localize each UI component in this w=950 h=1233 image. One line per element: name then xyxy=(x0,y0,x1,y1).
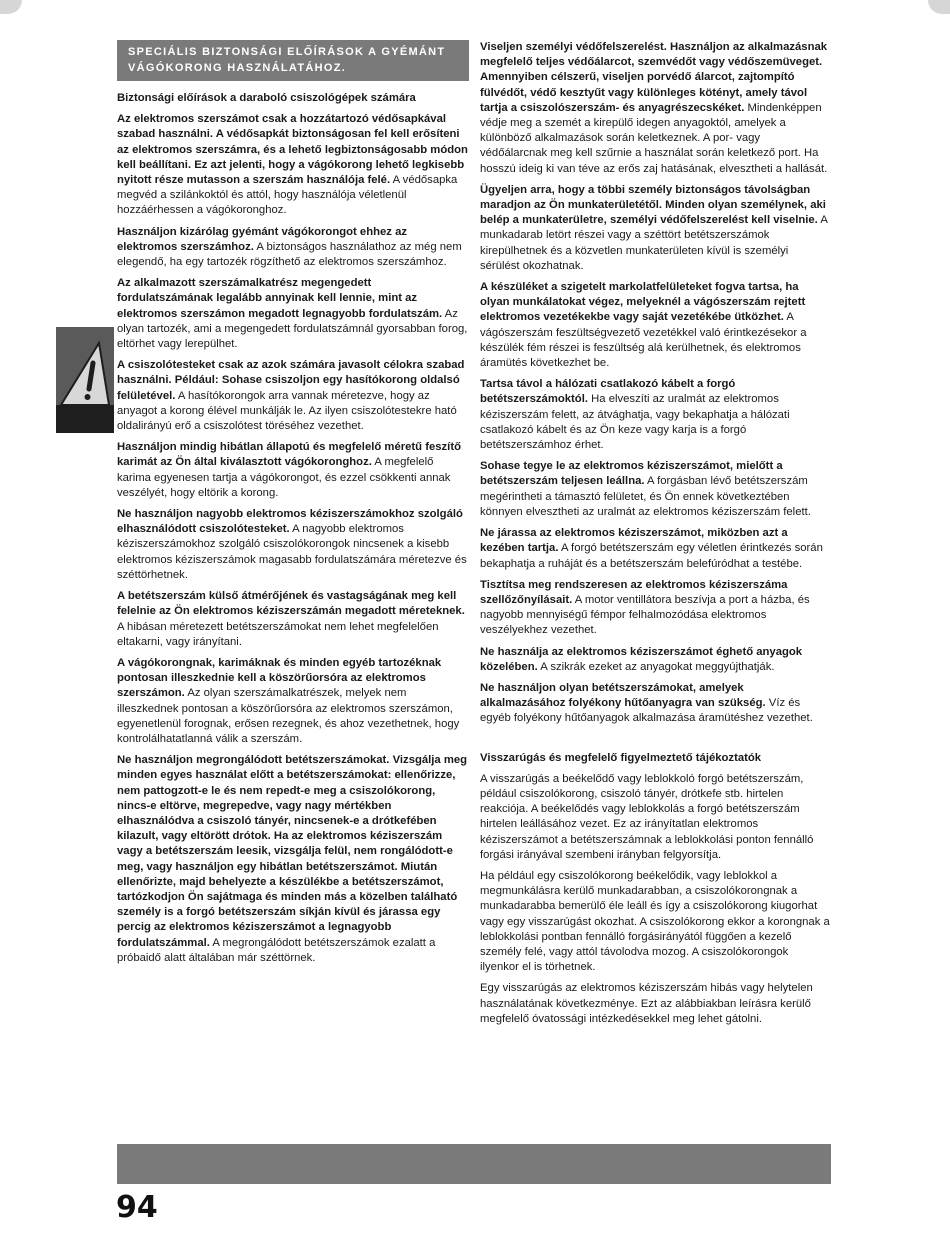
section-banner: SPECIÁLIS BIZTONSÁGI ELŐÍRÁSOK A GYÉMÁNT VÁGÓKORONG HASZNÁLATÁHOZ. xyxy=(117,40,469,81)
paragraph-bold-lead: Ne használjon megrongálódott betétszerszámokat. Vizsgálja meg minden egyes használat előtt a betétszerszámokat: ellenőrizze, nem pattogzott-e le és nem repedt-e meg a csiszolókorong, nincs-e eltörve, megrepedve, vagy nagy mértékben elhasználódva a csiszoló tányér, nincsenek-e a drótkefében kilazult, vagy eltörött drótok. Ha az elektromos kéziszerszám vagy a betétszerszám leesik, vizsgálja felül, nem rongálódott-e meg, vagy használjon egy hibátlan betétszerszámot. Miután ellenőrizte, majd behelyezte a készülékbe a betétszerszámot, tartózkodjon Ön sajátmaga és minden más a közelben található személy is a forgó betétszerszám síkján kívül és járassa egy percig az elektromos kéziszerszámot a legnagyobb fordulatszámmal. xyxy=(117,754,468,949)
paragraph xyxy=(117,753,469,966)
paragraph-bold-lead: Tisztítsa meg rendszeresen az elektromos kéziszerszáma szellőzőnyílásait. xyxy=(480,578,788,606)
paragraph-body: A vágószerszám feszültségvezető vezetékkel való érintkezésekor a készülék fém részei is feszültség alá kerülhetnek, és elektromos áramütés következhet be. xyxy=(480,311,807,370)
paragraph-bold-lead: A vágókorongnak, karimáknak és minden egyéb tartozéknak pontosan illeszkednie kell a köszörűorsóra az elektromos szerszámon. xyxy=(117,656,442,700)
paragraph xyxy=(480,183,830,274)
paragraph-bold-lead: Ne járassa az elektromos kéziszerszámot, miközben azt a kezében tartja. xyxy=(480,527,788,555)
kickback-paragraphs xyxy=(480,772,830,1027)
paragraph xyxy=(117,589,469,650)
paragraph-bold-lead: Használjon mindig hibátlan állapotú és megfelelő méretű feszítő karimát az Ön által kiválasztott vágókoronghoz. xyxy=(117,441,461,469)
paragraph: A visszarúgás a beékelődő vagy leblokkoló forgó betétszerszám, például csiszolókorong, csiszoló tányér, drótkefe stb. hirtelen reakciója. A beékelődés vagy leblokkolás a forgó betétszerszám hirtelen leállásához vezet. Ez az irányítatlan elektromos kéziszerszámot a betétszerszámnak a leblokkolási ponton fennálló forgási irányával szembeni irányban felgyorsítja. xyxy=(480,772,814,861)
paragraph xyxy=(480,459,830,520)
paragraph-body: A hasítókorongok arra vannak méretezve, hogy az anyagot a korong élével munkálják le. Az ilyen csiszolótestekre ható oldalirányú erő a csiszolótest töréséhez vezethet. xyxy=(117,389,457,433)
paragraph-body: A szikrák ezeket az anyagokat meggyújthatják. xyxy=(537,660,775,673)
right-paragraphs xyxy=(480,40,830,727)
paragraph xyxy=(480,645,830,675)
paragraph-bold-lead: Az alkalmazott szerszámalkatrész megengedett fordulatszámának legalább annyinak kell lennie, mint az elektromos szerszámon megadott legnagyobb fordulatszám. xyxy=(117,277,443,320)
paragraph-body: Víz és egyéb folyékony hűtőanyagok alkalmazása áramütéshez vezethet. xyxy=(480,697,813,725)
paragraph-body: Mindenképpen védje meg a szemét a kirepülő idegen anyagoktól, amelyek a különböző alkalmazások során keletkeznek. A por- vagy védőálarcnak meg kell szűrnie a használat során keletkező port. Ha hosszú ideig ki van téve az erős zaj hatásának, elvesztheti a hallását. xyxy=(480,101,828,175)
paragraph xyxy=(480,280,830,371)
paragraph-body: A motor ventillátora beszívja a port a házba, és nagyobb mennyiségű fémpor felhalmozódása elektromos veszélyekhez vezethet. xyxy=(480,593,810,637)
paragraph xyxy=(117,225,469,271)
paragraph-bold-lead: A betétszerszám külső átmérőjének és vastagságának meg kell felelnie az Ön elektromos kéziszerszámán megadott méreteknek. xyxy=(117,590,465,618)
paragraph-bold-lead: Tartsa távol a hálózati csatlakozó kábelt a forgó betétszerszámoktól. xyxy=(480,378,736,406)
paragraph-body: A megrongálódott betétszerszámok ezalatt a próbaidő alatt általában már széttörnek. xyxy=(117,936,436,964)
left-paragraphs xyxy=(117,112,469,966)
paragraph-body: Az olyan tartozék, ami a megengedett fordulatszámnál gyorsabban forog, eltörhet vagy lerepülhet. xyxy=(117,307,468,351)
paragraph-bold-lead: Használjon kizárólag gyémánt vágókorongot ehhez az elektromos szerszámhoz. xyxy=(117,225,408,253)
paragraph-body: A munkadarab letört részei vagy a széttört betétszerszámok kirepülhetnek és a közvetlen munkaterületen kívül is személyi sérülést okozhatnak. xyxy=(480,214,828,272)
paragraph xyxy=(117,507,469,583)
corner-mark-top-left xyxy=(0,0,22,14)
paragraph xyxy=(480,681,830,727)
kickback-heading: Visszarúgás és megfelelő figyelmeztető tájékoztatók xyxy=(480,751,762,764)
paragraph xyxy=(480,377,830,453)
paragraph-bold-lead: Az elektromos szerszámot csak a hozzátartozó védősapkával szabad használni. A védősapkát biztonságosan fel kell erősíteni az elektromos szerszámra, és a lehető legbiztonságosabb módon kell beállítani. Ez azt jelenti, hogy a vágókorong lehető legkisebb nyitott része mutasson a szerszám használója felé. xyxy=(117,113,468,187)
paragraph xyxy=(480,578,830,639)
corner-mark-top-right xyxy=(928,0,950,14)
warning-tab-band xyxy=(56,405,114,433)
paragraph xyxy=(117,656,469,747)
paragraph-body: A biztonságos használathoz az még nem elegendő, ha egy tartozék rögzíthető az elektromos szerszámhoz. xyxy=(117,240,462,269)
paragraph-body: A védősapka megvéd a szilánkoktól és attól, hogy használója véletlenül hozzáérhessen a vágókoronghoz. xyxy=(117,174,458,217)
paragraph-bold-lead: Ne használjon olyan betétszerszámokat, amelyek alkalmazásához folyékony hűtőanyagra van szükség. xyxy=(480,681,766,710)
page-number: 94 xyxy=(116,1190,158,1225)
paragraph-bold-lead: Viseljen személyi védőfelszerelést. Használjon az alkalmazásnak megfelelő teljes védőálarcot, szemvédőt vagy védőszemüveget. Amennyiben célszerű, viseljen porvédő álarcot, zajtompító fülvédőt, védő kesztyűt vagy különleges kötényt, amely távol tartja a csiszolószerszám- és anyagrészecskéket. xyxy=(480,41,828,114)
paragraph-bold-lead: Sohase tegye le az elektromos kéziszerszámot, mielőtt a betétszerszám teljesen leállna. xyxy=(480,460,783,488)
section-heading: Biztonsági előírások a daraboló csiszológépek számára xyxy=(117,92,416,104)
paragraph-body: A forgásban lévő betétszerszám megérintheti a támasztó felületet, és Ön ennek következtében könnyen elvesztheti az uralmát az elektromos kéziszerszám felett. xyxy=(480,475,811,518)
paragraph-body: A hibásan méretezett betétszerszámokat nem lehet megfelelően eltakarni, vagy irányítani. xyxy=(117,620,439,648)
paragraph-body: A nagyobb elektromos kéziszerszámokhoz szolgáló csiszolókorongok nincsenek a kisebb elektromos kéziszerszámok magasabb fordulatszámára méretezve és széttörhetnek. xyxy=(117,523,467,581)
left-column xyxy=(117,40,469,972)
paragraph-body: Az olyan szerszámalkatrészek, melyek nem illeszkednek pontosan a köszörűorsóra az elektromos szerszámon, egyenetlenül forognak, erősen rezegnek, és ahoz vezethetnek, hogy kontrolálhatatlanná válik a szerszám. xyxy=(117,687,460,745)
right-column xyxy=(480,40,830,1033)
paragraph-bold-lead: Ne használjon nagyobb elektromos kéziszerszámokhoz szolgáló elhasználódott csiszolótesteket. xyxy=(117,508,463,536)
paragraph-bold-lead: A csiszolótesteket csak az azok számára javasolt célokra szabad használni. Például: Sohase csiszoljon egy hasítókorong oldalsó felületével. xyxy=(117,359,465,402)
paragraph-bold-lead: Ügyeljen arra, hogy a többi személy biztonságos távolságban maradjon az Ön munkaterületétől. Minden olyan személynek, aki belép a munkaterületre, személyi védőfelszerelést kell viselnie. xyxy=(480,183,826,227)
warning-triangle-icon xyxy=(59,341,111,407)
paragraph: Egy visszarúgás az elektromos kéziszerszám hibás vagy helytelen használatának következménye. Ezt az alábbiakban leírásra kerülő megfelelő óvatossági intézkedésekkel meg lehet gátolni. xyxy=(480,982,813,1025)
warning-tab xyxy=(56,327,114,433)
paragraph xyxy=(480,526,830,572)
paragraph: Ha például egy csiszolókorong beékelődik, vagy leblokkol a megmunkálásra kerülő munkadarabban, a csiszolókorongnak a munkadarabba bemerülő éle leáll és így a csiszolókorong kiugorhat vagy egy visszarúgást okozhat. A csiszolókorong ekkor a korongnak a leblokkolási pontban fennálló forgásirányától függően a kezelő személy felé, vagy attól távolodva mozog. A csiszolókorongok ilyenkor el is törhetnek. xyxy=(480,869,830,974)
paragraph xyxy=(117,358,469,434)
footer-bar xyxy=(117,1144,831,1184)
paragraph-body: Ha elveszíti az uralmát az elektromos kéziszerszám felett, az átvághatja, vagy bekaphatja a hálózati csatlakozó kábelt és az Ön keze vagy karja is a forgó betétszerszámhoz érhet. xyxy=(480,393,790,452)
paragraph xyxy=(480,40,830,177)
paragraph xyxy=(117,440,469,501)
paragraph xyxy=(117,276,469,352)
paragraph-body: A forgó betétszerszám egy véletlen érintkezés során bekaphatja a ruháját és a betétszerszám belefúródhat a testébe. xyxy=(480,542,823,570)
paragraph-body: A megfelelő karima egyenesen tartja a vágókorongot, és ezzel csökkenti annak veszélyét, hogy eltörik a korong. xyxy=(117,456,451,499)
paragraph-bold-lead: Ne használja az elektromos kéziszerszámot éghető anyagok közelében. xyxy=(480,645,803,673)
paragraph xyxy=(117,112,469,218)
paragraph-bold-lead: A készüléket a szigetelt markolatfelületeket fogva tartsa, ha olyan munkálatokat végez, melyeknél a vágószerszám rejtett elektromos vezetékekbe vagy saját vezetékébe ütközhet. xyxy=(480,281,806,324)
